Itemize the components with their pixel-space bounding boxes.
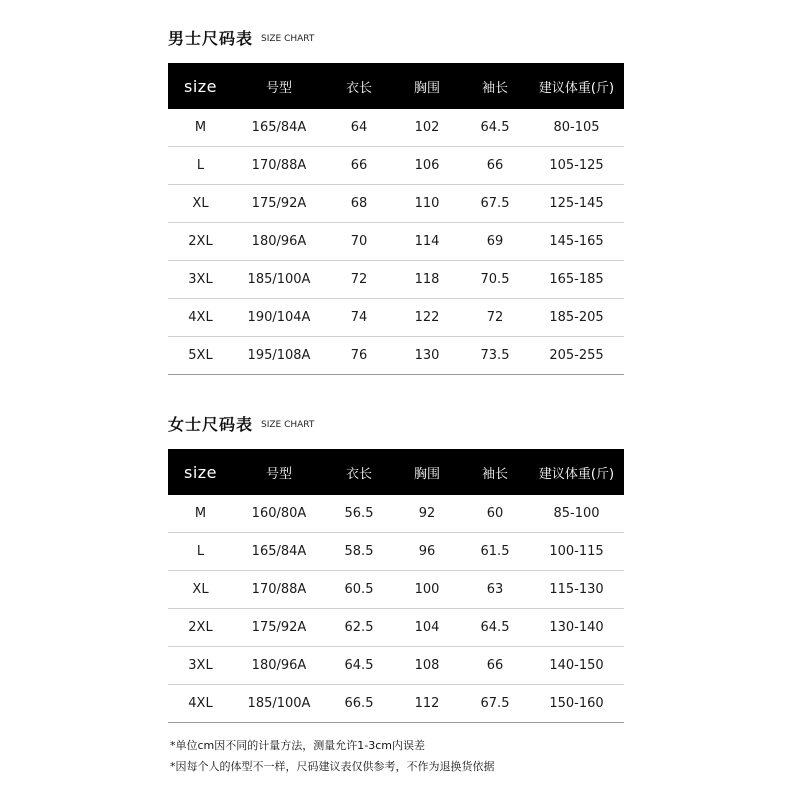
table-cell: 72 (461, 299, 529, 337)
table-row (168, 647, 624, 685)
table-row (168, 685, 624, 723)
table-cell: XL (168, 571, 233, 609)
table-cell: 180/96A (233, 647, 325, 685)
table-cell: 105-125 (529, 147, 624, 185)
table-row (168, 299, 624, 337)
column-header: 袖长 (461, 449, 529, 495)
table-cell: 80-105 (529, 109, 624, 147)
table-cell: 3XL (168, 647, 233, 685)
note-measurement: *单位cm因不同的计量方法，测量允许1-3cm内误差 (170, 739, 425, 752)
table-cell: 165/84A (233, 533, 325, 571)
table-row (168, 495, 624, 533)
table-cell: M (168, 495, 233, 533)
table-cell: 2XL (168, 609, 233, 647)
table-cell: 92 (393, 495, 461, 533)
column-header: 建议体重(斤) (529, 63, 624, 109)
table-cell: 100-115 (529, 533, 624, 571)
column-header: 胸围 (393, 449, 461, 495)
table-row (168, 337, 624, 375)
column-header: 建议体重(斤) (529, 449, 624, 495)
men-title: 男士尺码表 (168, 28, 254, 48)
table-cell: 76 (325, 337, 393, 375)
column-header: 胸围 (393, 63, 461, 109)
notes (170, 735, 495, 777)
table-cell: 56.5 (325, 495, 393, 533)
table-cell: 60 (461, 495, 529, 533)
table-row (168, 223, 624, 261)
table-cell: 64 (325, 109, 393, 147)
table-row (168, 109, 624, 147)
table-cell: 150-160 (529, 685, 624, 723)
column-header: size (168, 63, 233, 109)
table-cell: 58.5 (325, 533, 393, 571)
column-header: 号型 (233, 63, 325, 109)
table-cell: 145-165 (529, 223, 624, 261)
table-cell: 66 (461, 147, 529, 185)
table-cell: 96 (393, 533, 461, 571)
column-header: size (168, 449, 233, 495)
table-cell: 3XL (168, 261, 233, 299)
table-cell: 5XL (168, 337, 233, 375)
table-cell: 4XL (168, 685, 233, 723)
table-cell: 4XL (168, 299, 233, 337)
table-row (168, 571, 624, 609)
table-cell: 185-205 (529, 299, 624, 337)
men-size-table (168, 63, 624, 375)
table-row (168, 261, 624, 299)
table-cell: 104 (393, 609, 461, 647)
men-size-section (168, 22, 624, 375)
table-cell: 72 (325, 261, 393, 299)
women-size-table (168, 449, 624, 723)
table-cell: 118 (393, 261, 461, 299)
table-cell: 112 (393, 685, 461, 723)
table-header-row (168, 63, 624, 109)
table-cell: 165-185 (529, 261, 624, 299)
column-header: 袖长 (461, 63, 529, 109)
note-disclaimer: *因每个人的体型不一样，尺码建议表仅供参考，不作为退换货依据 (170, 760, 495, 773)
table-cell: 68 (325, 185, 393, 223)
table-cell: 180/96A (233, 223, 325, 261)
table-cell: 108 (393, 647, 461, 685)
table-cell: 170/88A (233, 571, 325, 609)
table-cell: 66 (325, 147, 393, 185)
table-cell: L (168, 533, 233, 571)
table-cell: 85-100 (529, 495, 624, 533)
table-cell: 185/100A (233, 685, 325, 723)
table-cell: 64.5 (325, 647, 393, 685)
table-cell: 165/84A (233, 109, 325, 147)
table-cell: 130 (393, 337, 461, 375)
table-cell: 2XL (168, 223, 233, 261)
table-cell: 140-150 (529, 647, 624, 685)
table-cell: 160/80A (233, 495, 325, 533)
table-cell: 63 (461, 571, 529, 609)
women-title: 女士尺码表 (168, 414, 254, 434)
table-cell: 170/88A (233, 147, 325, 185)
table-cell: L (168, 147, 233, 185)
table-cell: XL (168, 185, 233, 223)
table-header-row (168, 449, 624, 495)
table-cell: 115-130 (529, 571, 624, 609)
table-row (168, 147, 624, 185)
table-row (168, 185, 624, 223)
table-cell: M (168, 109, 233, 147)
table-cell: 205-255 (529, 337, 624, 375)
table-cell: 195/108A (233, 337, 325, 375)
table-cell: 114 (393, 223, 461, 261)
table-cell: 61.5 (461, 533, 529, 571)
table-cell: 70 (325, 223, 393, 261)
table-row (168, 533, 624, 571)
table-cell: 67.5 (461, 685, 529, 723)
table-cell: 175/92A (233, 185, 325, 223)
column-header: 衣长 (325, 449, 393, 495)
men-heading (168, 22, 624, 52)
column-header: 衣长 (325, 63, 393, 109)
women-title-en: SIZE CHART (261, 420, 315, 430)
table-cell: 69 (461, 223, 529, 261)
table-cell: 102 (393, 109, 461, 147)
table-cell: 60.5 (325, 571, 393, 609)
table-cell: 64.5 (461, 609, 529, 647)
women-heading (168, 408, 624, 438)
table-cell: 70.5 (461, 261, 529, 299)
table-cell: 175/92A (233, 609, 325, 647)
table-cell: 62.5 (325, 609, 393, 647)
table-cell: 67.5 (461, 185, 529, 223)
table-cell: 190/104A (233, 299, 325, 337)
table-cell: 73.5 (461, 337, 529, 375)
table-cell: 64.5 (461, 109, 529, 147)
table-cell: 122 (393, 299, 461, 337)
table-cell: 66.5 (325, 685, 393, 723)
table-row (168, 609, 624, 647)
table-cell: 100 (393, 571, 461, 609)
table-cell: 74 (325, 299, 393, 337)
men-title-en: SIZE CHART (261, 34, 315, 44)
column-header: 号型 (233, 449, 325, 495)
women-size-section (168, 408, 624, 723)
table-cell: 130-140 (529, 609, 624, 647)
table-cell: 110 (393, 185, 461, 223)
table-cell: 185/100A (233, 261, 325, 299)
table-cell: 66 (461, 647, 529, 685)
table-cell: 125-145 (529, 185, 624, 223)
table-cell: 106 (393, 147, 461, 185)
